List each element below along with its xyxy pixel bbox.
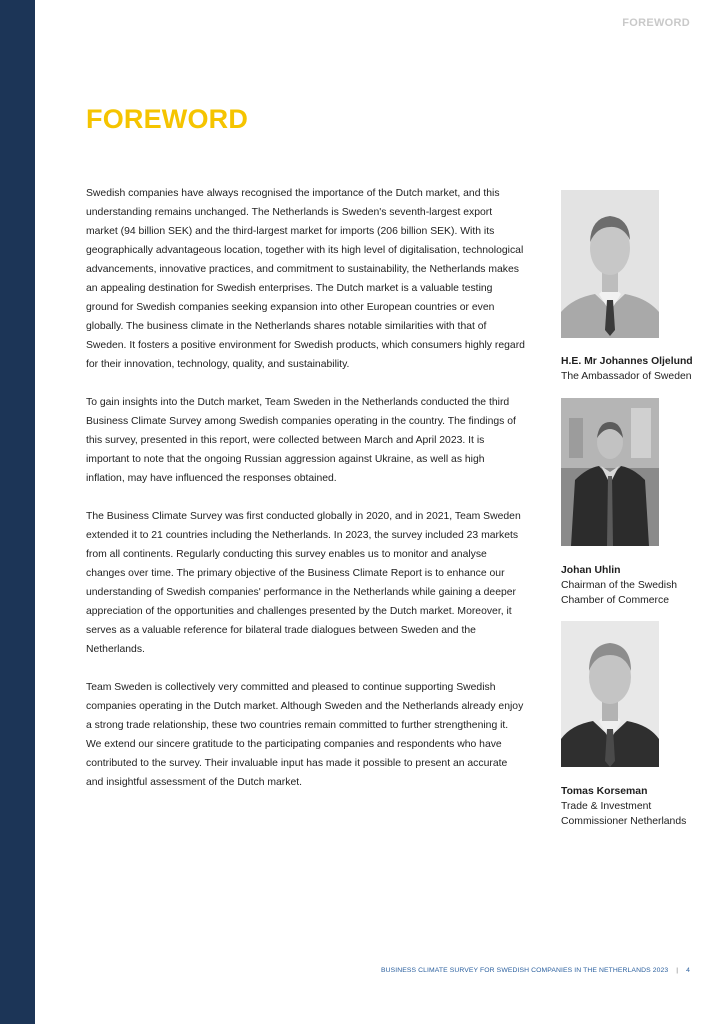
signatory-role: Trade & Investment bbox=[561, 801, 652, 812]
signatory-name: Tomas Korseman bbox=[561, 786, 648, 797]
footer bbox=[381, 967, 690, 974]
portrait-photo bbox=[561, 398, 659, 546]
body-text bbox=[86, 184, 526, 811]
side-bar bbox=[0, 0, 35, 1024]
page-title: FOREWORD bbox=[86, 104, 249, 134]
signatory-caption bbox=[561, 354, 711, 384]
paragraph: To gain insights into the Dutch market, Team Sweden in the Netherlands conducted the third Business Climate Survey among Swedish companies operating in the country. The findings of this survey, presented in this report, were collected between March and April 2023. It is important to note that the ongoing Russian aggression against Ukraine, as well as high inflation, may have influenced the responses obtained. bbox=[86, 397, 516, 484]
paragraph: The Business Climate Survey was first conducted globally in 2020, and in 2021, Team Sweden extended it to 21 countries including the Netherlands. In 2023, the survey included 23 markets from all continents. Regularly conducting this survey enables us to monitor and analyse changes over time. The primary objective of the Business Climate Report is to enhance our understanding of Swedish companies' performance in the Netherlands while gaining a deeper appreciation of the opportunities and challenges presented by the Dutch market. Moreover, it serves as a valuable reference for bilateral trade dialogues between Sweden and the Netherlands. bbox=[86, 511, 521, 655]
signatory-caption bbox=[561, 563, 711, 608]
signatory-role: Commissioner Netherlands bbox=[561, 816, 687, 827]
signatory-name: H.E. Mr Johannes Oljelund bbox=[561, 356, 693, 367]
signatory-caption bbox=[561, 784, 711, 829]
signatory-role: Chairman of the Swedish bbox=[561, 580, 678, 591]
page-number: 4 bbox=[686, 967, 690, 974]
footer-separator: | bbox=[676, 967, 679, 974]
paragraph: Team Sweden is collectively very committed and pleased to continue supporting Swedish companies operating in the Dutch market. Although Sweden and the Netherlands already enjoy a strong trade relationship, these two countries remain committed to further strengthening it. We extend our sincere gratitude to the participating companies and respondents who have contributed to the survey. Their invaluable input has made it possible to present an accurate and insightful assessment of the Dutch market. bbox=[86, 682, 524, 788]
signatory-role: Chamber of Commerce bbox=[561, 595, 669, 606]
signatory-name: Johan Uhlin bbox=[561, 565, 621, 576]
running-header: FOREWORD bbox=[622, 17, 690, 29]
paragraph: Swedish companies have always recognised the importance of the Dutch market, and this understanding remains unchanged. The Netherlands is Sweden's seventh-largest export market (94 billion SEK) and the third-largest market for imports (206 billion SEK). With its geographically advantageous location, together with its high level of digitalisation, technological advancements, innovative practices, and commitment to sustainability, the Netherlands makes an appealing destination for Swedish enterprises. The Dutch market is a valuable testing ground for Swedish companies seeking expansion into other European countries or even globally. The business climate in the Netherlands shares notable similarities with that of Sweden. It fosters a positive environment for Swedish products, which consumers highly regard for their innovation, technology, quality, and sustainability. bbox=[86, 188, 525, 370]
signatory-role: The Ambassador of Sweden bbox=[561, 371, 692, 382]
footer-report-title: BUSINESS CLIMATE SURVEY FOR SWEDISH COMPANIES IN THE NETHERLANDS 2023 bbox=[380, 967, 669, 974]
portrait-photo bbox=[561, 621, 659, 767]
portrait-photo bbox=[561, 190, 659, 338]
